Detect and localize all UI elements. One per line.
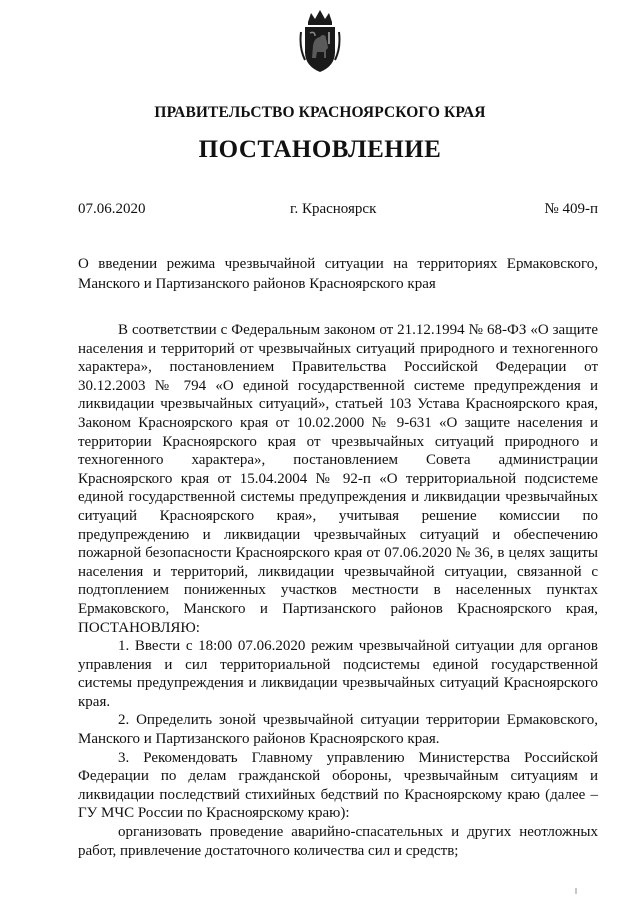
government-title: ПРАВИТЕЛЬСТВО КРАСНОЯРСКОГО КРАЯ <box>154 104 486 121</box>
clause-3-subitem-paragraph: организовать проведение аварийно-спасательных и других неотложных работ, привлечение достаточного количества сил и средств; <box>78 824 598 859</box>
document-number: № 409-п <box>544 201 598 217</box>
document-city: г. Красноярск <box>290 201 377 217</box>
document-meta <box>78 201 598 221</box>
clause-1-paragraph: 1. Ввести с 18:00 07.06.2020 режим чрезвычайной ситуации для органов управления и сил территориальной подсистемы единой государственной системы предупреждения и ликвидации чрезвычайных ситуаций Красноярского края. <box>78 638 598 710</box>
clause-2-paragraph: 2. Определить зоной чрезвычайной ситуации территории Ермаковского, Манского и Партизанского районов Красноярского края. <box>78 712 598 748</box>
krasnoyarsk-coat-of-arms-icon <box>299 8 341 76</box>
scan-artifact <box>575 888 577 894</box>
clause-3-paragraph: 3. Рекомендовать Главному управлению Министерства Российской Федерации по делам гражданской обороны, чрезвычайным ситуациям и ликвидации последствий стихийных бедствий по Красноярскому краю (далее – ГУ МЧС России по Красноярскому краю): <box>78 749 598 822</box>
preamble-paragraph: В соответствии с Федеральным законом от 21.12.1994 № 68-ФЗ «О защите населения и территорий от чрезвычайных ситуаций природного и техногенного характера», постановлением Правительства Российской Федерации от 30.12.2003 № 794 «О единой государственной системе предупреждения и ликвидации чрезвычайных ситуаций», статьей 103 Устава Красноярского края, Законом Красноярского края от 10.02.2000 № 9-631 «О защите населения и территории Красноярского края от чрезвычайных ситуаций природного и техногенного характера», постановлением Совета администрации Красноярского края от 15.04.2004 № 92-п «О территориальной подсистеме единой государственной системы предупреждения и ликвидации чрезвычайных ситуаций Красноярского края», учитывая решение комиссии по предупреждению и ликвидации чрезвычайных ситуаций и обеспечению пожарной безопасности Красноярского края от 07.06.2020 № 36, в целях защиты населения и территорий, ликвидации чрезвычайной ситуации, связанной с подтоплением пониженных участков местности в населенных пунктах Ермаковского, Манского и Партизанского районов Красноярского края, ПОСТАНОВЛЯЮ: <box>78 322 598 636</box>
document-date: 07.06.2020 <box>78 201 146 217</box>
document-body <box>78 321 598 860</box>
document-type-title: ПОСТАНОВЛЕНИЕ <box>198 136 442 163</box>
document-subject: О введении режима чрезвычайной ситуации на территориях Ермаковского, Манского и Партизанского районов Красноярского края <box>78 256 598 292</box>
